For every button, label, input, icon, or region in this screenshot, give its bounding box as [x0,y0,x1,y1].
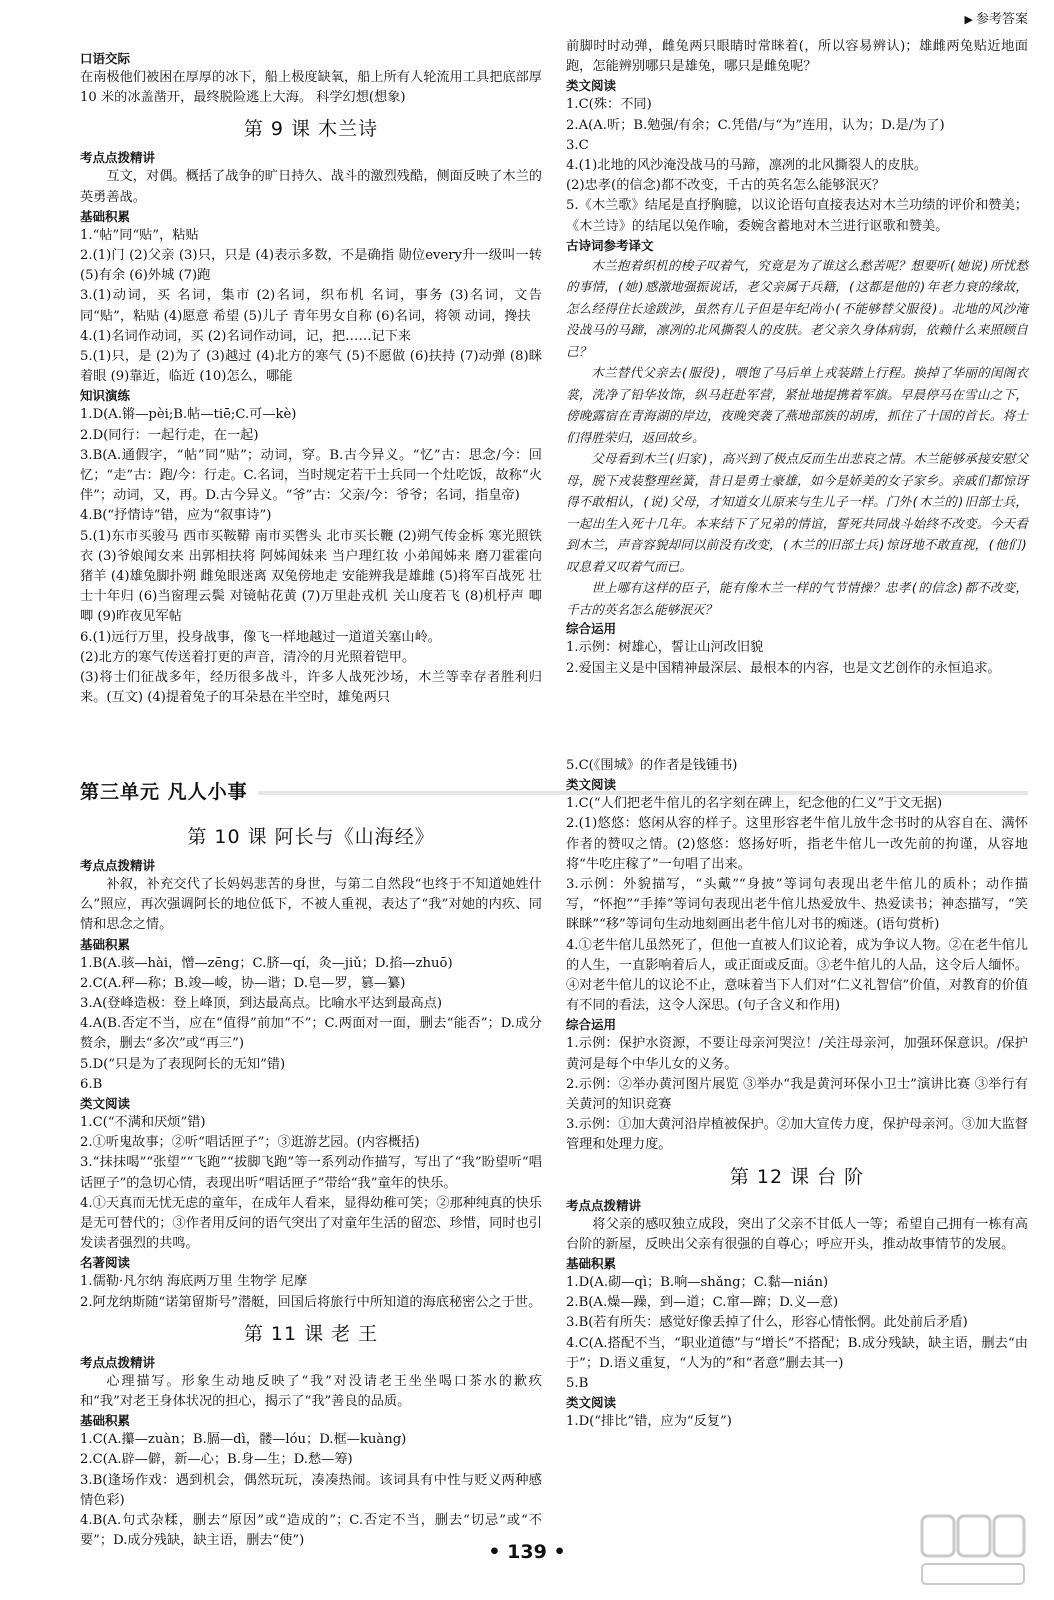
answer-item: 3.C [566,137,589,153]
section-heading: 名著阅读 [80,1255,131,1271]
answer-item: 1.D(A.砌—qì；B.响—shǎng；C.黏—nián) [566,1275,829,1291]
answer-item: 2.A(A.听；B.勉强/有余；C.凭借/与“为”连用，认为；D.是/为了) [566,117,945,133]
column-bottom-left [80,816,542,1551]
section-heading: 类文阅读 [80,1096,131,1112]
answer-item: 1.儒勒·凡尔纳 海底两万里 生物学 尼摩 [80,1274,308,1290]
page-number-value: 139 [507,1541,547,1563]
answer-item: 1.B(A.骇—hài，憎—zēng；C.脐—qí，灸—jiǔ；D.掐—zhuō) [80,955,453,971]
answer-item: 1.示例：树雄心，誓让山河改旧貌 [566,640,764,656]
lesson-title-12: 第 12 课 台 阶 [729,1165,865,1188]
answer-item: 2.D(同行：一起行走，在一起) [80,427,259,443]
translation-paragraph: 木兰抱着织机的梭子叹着气，究竟是为了谁这么愁苦呢？想要听(她说)所忧愁的事情，(她)感激地强振说话，老父亲属于兵籍，(这都是他的)年老力衰的缘故，怎么经得住长途跋涉，虽然有儿子但是年纪尚小(不能够替父服役)。北地的风沙淹没战马的马蹄，凛冽的北风撕裂人的皮肤。老父亲久身体病弱，依赖什么来照顾自己？ [566,257,1028,359]
translation-paragraph: 木兰替代父亲去(服役)，喂饱了马后单上戎装踏上行程。换掉了华丽的闺阁衣裳，洗净了铅华妆饰，纵马赶赴军营，紧扯地提携着军旗。早晨停马在雪山之下，傍晚露宿在青海湖的岸边，夜晚突袭了燕地部族的胡虏，抓住了十国的首长。将士们得胜荣归，返回故乡。 [566,365,1028,445]
answer-item: 4.①天真而无忧无虑的童年，在成年人看来，显得幼稚可笑；②那种纯真的快乐是无可替代的；③作者用反问的语气突出了对童年生活的留恋、珍惜，同时也引发读者强烈的共鸣。 [80,1195,542,1252]
section-heading: 考点点拨精讲 [80,1354,156,1370]
section-heading: 综合运用 [566,621,617,637]
answer-item: 5.D(“只是为了表现阿长的无知”错) [80,1056,286,1072]
answer-item: 2.C(A.秤—称；B.竣—峻，协—谐；D.皂—罗，篡—纂) [80,975,406,991]
paragraph: 前脚时时动弹，雌兔两只眼睛时常眯着(，所以容易辨认)；雄雌两兔贴近地面跑，怎能辨别哪只是雄兔，哪只是雌兔呢？ [566,39,1028,75]
answer-item: 3.A(登峰造极：登上峰顶，到达最高点。比喻水平达到最高点) [80,996,443,1012]
answer-item: 4.A(B.否定不当，应在“值得”前加“不”；C.两面对一面，删去“能否”；D.成分赘余，删去“多次”或“再三”) [80,1016,542,1052]
answer-item: 1.C(“不满和厌烦”错) [80,1115,206,1131]
answer-item: 3.(1)动词，买 名词，集市 (2)名词，织布机 名词，事务 (3)名词，文告 同“贴”，粘贴 (4)愿意 希望 (5)儿子 青年男女自称 (6)名词，将领 动词，搀扶 [80,288,542,324]
triangle-icon: ▶ [964,13,973,26]
lesson-title-10: 第 10 课 阿长与《山海经》 [187,826,435,848]
answer-item: 2.爱国主义是中国精神最深层、最根本的内容，也是文艺创作的永恒追求。 [566,660,1001,676]
answer-item: 6.B [80,1076,103,1092]
section-heading: 基础积累 [566,1256,617,1272]
answer-item: 3.B(逢场作戏：遇到机会，偶然玩玩，凑凑热闹。该词具有中性与贬义两种感情色彩) [80,1472,542,1508]
answer-item: (2)北方的寒气传送着打更的声音，清冷的月光照着铠甲。 [80,649,416,665]
answer-item: 3.B(A.通假字，“帖”同“贴”；动词，穿。B.古今异义。“忆”古：思念/今：回忆；“走”古：跑/今：行走。C.名词，当时规定若干士兵同一个灶吃饭，故称“火伴”；动词，又，再。D.古今异义。“爷”古：父亲/今：爷爷；名词，指皇帝) [80,447,542,504]
section-heading: 考点点拨精讲 [80,150,156,166]
answer-item: 2.示例：②举办黄河图片展览 ③举办“我是黄河环保小卫士”演讲比赛 ③举行有关黄河的知识竞赛 [566,1076,1028,1113]
answer-item: 1.C(殊：不同) [566,97,652,113]
column-top-right [566,37,1028,679]
answer-item: (3)将士们征战多年，经历很多战斗，许多人战死沙场，木兰等幸存者胜利归来。(互文) (4)提着兔子的耳朵悬在半空时，雄兔两只 [80,670,542,706]
answer-item: 2.(1)悠悠：悠闲从容的样子。这里形容老牛倌儿放牛念书时的从容自在、满怀作者的赞叹之情。(2)悠悠：悠扬好听，指老牛倌儿一改先前的拘谨，从容地将“牛吃庄稼了”一句唱了出来。 [566,816,1028,872]
answer-item: 2.阿龙纳斯随“诺第留斯号”潜艇，回国后将旅行中所知道的海底秘密公之于世。 [80,1294,542,1310]
answer-item: 5.(1)只，是 (2)为了 (3)越过 (4)北方的寒气 (5)不愿做 (6)扶持 (7)动弹 (8)眯着眼 (9)靠近，临近 (10)怎么，哪能 [80,349,542,385]
column-top-left [80,50,542,708]
answer-item: 1.D(A.锵—pèi;B.帖—tiē;C.可—kè) [80,407,297,423]
answer-item: 1.D(“排比”错，应为“反复”) [566,1414,732,1430]
answer-item: 2.B(A.燥—躁，到—道；C.窜—蹿；D.义—意) [566,1295,839,1311]
watermark-logo [918,1512,1028,1590]
answer-item: 4.(1)名词作动词，买 (2)名词作动词，记，把……记下来 [80,328,412,344]
answer-item: (2)忠孝(的信念)都不改变，千古的英名怎么能够泯灭？ [566,178,886,194]
lesson-title-11: 第 11 课 老 王 [243,1322,379,1345]
section-heading: 类文阅读 [566,777,617,793]
answer-item: 2.(1)门 (2)父亲 (3)只，只是 (4)表示多数，不是确指 勋位every升一级叫一转 (5)有余 (6)外城 (7)跑 [80,248,542,284]
answer-item: 3.示例：①加大黄河沿岸植被保护。②加大宣传力度，保护母亲河。③加大监督管理和处理力度。 [566,1117,1028,1153]
page-number: • 139 • [488,1541,566,1563]
answer-item: 5.(1)东市买骏马 西市买鞍鞯 南市买辔头 北市买长鞭 (2)朔气传金柝 寒光照铁衣 (3)爷娘闻女来 出郭相扶将 阿姊闻妹来 当户理红妆 小弟闻姊来 磨刀霍霍向猪羊 (4)雄兔脚扑朔 雌兔眼迷离 双兔傍地走 安能辨我是雄雌 (5)将军百战死 壮士十年归 (6)当窗理云鬓 对镜帖花黄 (7)万里赴戎机 关山度若飞 (8)机杼声 唧唧 (9)昨夜见军帖 [80,528,542,625]
section-heading: 古诗词参考译文 [566,237,654,253]
section-heading: 考点点拨精讲 [80,858,156,873]
section-heading: 综合运用 [566,1017,617,1033]
answer-item: 4.①老牛倌儿虽然死了，但他一直被人们议论着，成为争议人物。②在老牛倌儿的人生，一直影响着后人，或正面或反面。③老牛倌儿的人品，这令后人缅怀。④对老牛倌儿的议论不止，意味着当下人们对“仁义礼智信”价值，对教育的价值有不同的看法，这令人深思。(句子含义和作用) [566,937,1028,1014]
answer-item: 4.B(“抒情诗”错，应为“叙事诗”) [80,508,272,524]
answer-item: 3.示例：外貌描写，“头戴”“身披”等词句表现出老牛倌儿的质朴；动作描写，“怀抱”“手捧”等词句表现出老牛倌儿热爱放牛、热爱读书；神态描写，“笑眯眯”“移”等词句生动地刻画出老牛倌儿对书的痴迷。(语句赏析) [566,877,1028,933]
answer-item: 5.《木兰歌》结尾是直抒胸臆，以议论语句直接表达对木兰功绩的评价和赞美；《木兰诗》的结尾以兔作喻，委婉含蓄地对木兰进行讴歌和赞美。 [566,198,1028,234]
answer-item: 3.“抹抹喝”“张望”“飞跑”“拔脚飞跑”等一系列动作描写，写出了“我”盼望听“唱话匣子”的急切心情，表现出听“唱话匣子”带给“我”童年的快乐。 [80,1155,542,1191]
answer-item: 4.(1)北地的风沙淹没战马的马蹄，凛冽的北风撕裂人的皮肤。 [566,158,927,174]
answer-item: 5.B [566,1376,589,1392]
unit-title: 第三单元 凡人小事 [80,780,258,804]
page-header [965,8,1028,32]
section-heading: 基础积累 [80,936,131,952]
answer-item: 5.C(《围城》的作者是钱锺书) [566,758,738,773]
section-heading: 考点点拨精讲 [566,1197,642,1213]
answer-item: 6.(1)远行万里，投身战事，像飞一样地越过一道道关塞山岭。 [80,629,441,645]
answer-item: 1.C(“人们把老牛倌儿的名字刻在碑上，纪念他的仁义”于文无据) [566,796,943,812]
paragraph: 在南极他们被困在厚厚的冰下，船上极度缺氧，船上所有人轮流用工具把底部厚 10 米的冰盖凿开，最终脱险逃上大海。 科学幻想(想象) [80,70,542,106]
paragraph: 将父亲的感叹独立成段，突出了父亲不甘低人一等；希望自己拥有一栋有高台阶的新屋，反映出父亲有很强的自尊心；呼应开头，推动故事情节的发展。 [566,1216,1028,1252]
answer-item: 3.B(若有所失：感觉好像丢掉了什么，形容心情怅惘。此处前后矛盾) [566,1315,968,1331]
column-bottom-right [566,756,1028,1432]
lesson-title-9: 第 9 课 木兰诗 [243,118,379,141]
answer-item: 1.“帖”同“贴”，粘贴 [80,227,199,243]
translation-paragraph: 世上哪有这样的臣子，能有像木兰一样的气节情操？忠孝(的信念)都不改变，千古的英名怎么能够泯灭？ [566,580,1028,617]
header-title: 参考答案 [975,12,1028,27]
section-heading: 基础积累 [80,1413,131,1429]
answer-item: 4.C(A.搭配不当，“职业道德”与“增长”不搭配；B.成分残缺，缺主语，删去“由于”；D.语义重复，“人为的”和“者意”删去其一) [566,1335,1028,1371]
paragraph: 互文，对偶。概括了战争的旷日持久、战斗的激烈残酷，侧面反映了木兰的英勇善战。 [80,169,542,205]
answer-item: 1.示例：保护水资源，不要让母亲河哭泣！/关注母亲河，加强环保意识。/保护黄河是每个中华儿女的义务。 [566,1036,1028,1072]
section-heading: 类文阅读 [566,78,617,94]
answer-item: 4.B(A.句式杂糅，删去“原因”或“造成的”；C.否定不当，删去“切忌”或“不要”；D.成分残缺，缺主语，删去“使”) [80,1513,542,1549]
answer-item: 1.C(A.攥—zuàn；B.膈—dì，髅—lóu；D.框—kuàng) [80,1432,407,1448]
section-heading: 口语交际 [80,51,131,66]
answer-item: 2.C(A.辟—僻，新—心；B.身—生；D.愁—筹) [80,1452,353,1468]
section-heading: 知识演练 [80,388,131,404]
section-heading: 类文阅读 [566,1395,617,1411]
translation-paragraph: 父母看到木兰(归家)，高兴到了极点反而生出悲哀之情。木兰能够承接安慰父母，脱下戎装整理丝簧，昔日是勇士豪雄，如今是娇美的女子家乡。亲戚们都惊讶得不敢相认，(说)父母，才知道女儿原来与生儿子一样。门外(木兰的)旧部士兵，一起出生入死十几年。本来结下了兄弟的情谊，誓死共同战斗始终不改变。今天看到木兰，声音容貌却同以前没有改变，(木兰的旧部士兵)惊讶地不敢直视，(他们)叹息着又叹着气而已。 [566,451,1028,574]
paragraph: 补叙，补充交代了长妈妈悲苦的身世，与第二自然段“也终于不知道她姓什么”照应，再次强调阿长的地位低下，不被人重视，表达了“我”对她的内疚、同情和思念之情。 [80,877,542,933]
paragraph: 心理描写。形象生动地反映了“我”对没请老王坐坐喝口茶水的歉疚和“我”对老王身体状况的担心，揭示了“我”善良的品质。 [80,1373,542,1410]
answer-item: 2.①听鬼故事；②听“唱话匣子”；③逛游艺园。(内容概括) [80,1135,420,1151]
section-heading: 基础积累 [80,208,131,224]
